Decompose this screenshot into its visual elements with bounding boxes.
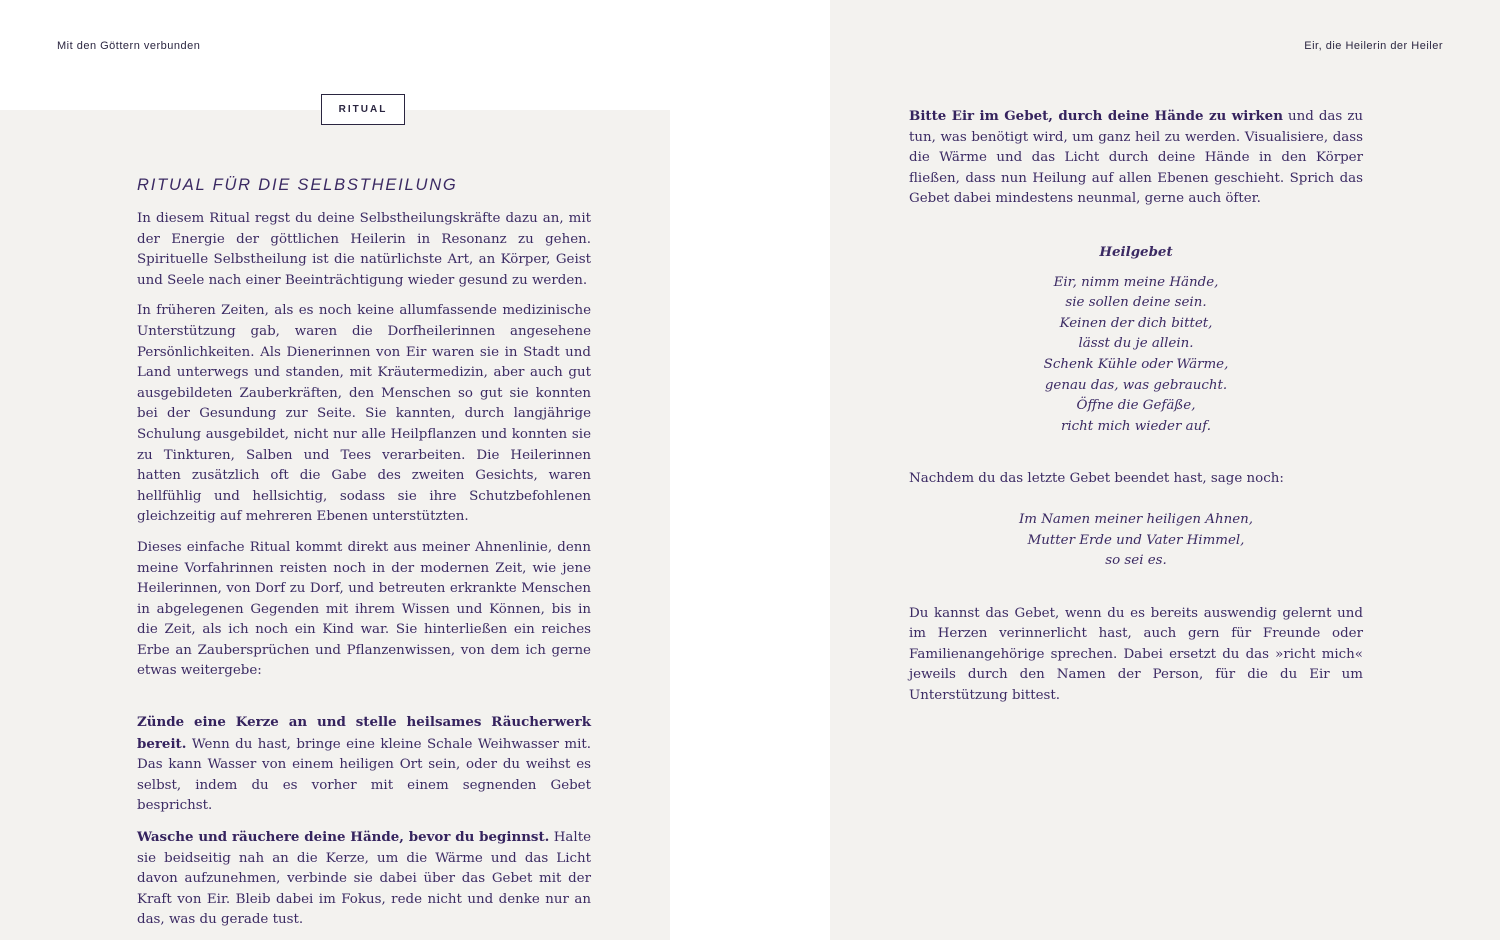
- ritual-step-hands: [137, 827, 591, 931]
- ritual-step-prayer: [909, 106, 1363, 210]
- poem-line: sie sollen deine sein.: [1065, 295, 1207, 311]
- poem-line: Keinen der dich bittet,: [1059, 315, 1213, 331]
- section-title: RITUAL FÜR DIE SELBSTHEILUNG: [137, 176, 458, 194]
- poem-title: Heilgebet: [1099, 243, 1173, 260]
- poem-line: Eir, nimm meine Hände,: [1053, 274, 1219, 290]
- left-text-column: [137, 176, 591, 941]
- closing-saying: [909, 510, 1363, 572]
- poem-line: lässt du je allein.: [1078, 336, 1194, 352]
- right-text-column: [909, 106, 1363, 717]
- step-candle-text: Wenn du hast, bringe eine kleine Schale Weihwasser mit. Das kann Wasser von einem heiligen Ort sein, oder du weihst es selbst, indem du es vorher mit einem segnenden Gebet besprichst.: [137, 736, 591, 814]
- poem-line: Schenk Kühle oder Wärme,: [1043, 356, 1229, 372]
- poem-line: genau das, was gebraucht.: [1044, 377, 1228, 393]
- paragraph-history: In früheren Zeiten, als es noch keine allumfassende medizinische Unterstützung gab, waren die Dorfheilerinnen angesehene Persönlichkeiten. Als Dienerinnen von Eir waren sie in Stadt und Land unterwegs und standen, mit Kräutermedizin, aber auch gut ausgebildeten Zauberkräften, den Menschen so gut sie konnten bei der Gesundung zur Seite. Sie kannten, durch langjährige Schulung ausgebildet, nicht nur alle Heilpflanzen und konnten sie zu Tinkturen, Salben und Tees verarbeiten. Die Heilerinnen hatten zusätzlich oft die Gabe des zweiten Gesichts, waren hellfühlig und hellsichtig, sodass sie ihre Schutzbefohlenen gleichzeitig auf mehreren Ebenen unterstützten.: [137, 303, 591, 525]
- paragraph-ancestry: Dieses einfache Ritual kommt direkt aus meiner Ahnenlinie, denn meine Vorfahrinnen reisten noch in der modernen Zeit, wie jene Heilerinnen, von Dorf zu Dorf, und betreuten erkrankte Menschen in abgelegenen Gegenden mit ihrem Wissen und Können, bis in die Zeit, als ich noch ein Kind war. Sie hinterließen ein reiches Erbe an Zaubersprüchen und Pflanzenwissen, von dem ich gerne etwas weitergebe:: [137, 539, 591, 679]
- poem: [909, 273, 1363, 438]
- ritual-step-candle: [137, 712, 591, 817]
- step-hands-text: Halte sie beidseitig nah an die Kerze, um die Wärme und das Licht davon aufzunehmen, verbinde sie dabei über das Gebet mit der Kraft von Eir. Bleib dabei im Fokus, rede nicht und denke nur an das, was du gerade tust.: [137, 830, 591, 928]
- step-candle-heading: Zünde eine Kerze an und stelle heilsames Räucherwerk bereit.: [137, 714, 591, 752]
- step-hands-heading: Wasche und räuchere deine Hände, bevor du beginnst.: [137, 829, 550, 846]
- poem-line: Öffne die Gefäße,: [1076, 398, 1196, 414]
- running-head-right: Eir, die Heilerin der Heiler: [1304, 40, 1443, 52]
- saying-line: so sei es.: [1105, 553, 1167, 569]
- step-prayer-text: und das zu tun, was benötigt wird, um ganz heil zu werden. Visualisiere, dass die Wärme und das Licht durch deine Hände in den Körper fließen, dass nun Heilung auf allen Ebenen geschieht. Sprich das Gebet dabei mindestens neunmal, gerne auch öfter.: [909, 109, 1363, 207]
- saying-line: Mutter Erde und Vater Himmel,: [1027, 532, 1245, 548]
- ritual-tag: RITUAL: [321, 94, 405, 125]
- poem-line: richt mich wieder auf.: [1061, 418, 1211, 434]
- running-head-left: Mit den Göttern verbunden: [57, 40, 201, 52]
- paragraph-intro: In diesem Ritual regst du deine Selbstheilungskräfte dazu an, mit der Energie der göttlichen Heilerin in Resonanz zu gehen. Spirituelle Selbstheilung ist die natürlichste Art, an Körper, Geist und Seele nach einer Beeinträchtigung wieder gesund zu werden.: [137, 211, 591, 288]
- after-prayer-text: Nachdem du das letzte Gebet beendet hast, sage noch:: [909, 471, 1284, 487]
- closing-paragraph: Du kannst das Gebet, wenn du es bereits auswendig gelernt und im Herzen verinnerlicht hast, auch gern für Freunde oder Familienangehörige sprechen. Dabei ersetzt du das »richt mich« jeweils durch den Namen der Person, für die du Eir um Unterstützung bittest.: [909, 605, 1363, 704]
- step-prayer-heading: Bitte Eir im Gebet, durch deine Hände zu wirken: [909, 108, 1283, 124]
- saying-line: Im Namen meiner heiligen Ahnen,: [1018, 511, 1254, 527]
